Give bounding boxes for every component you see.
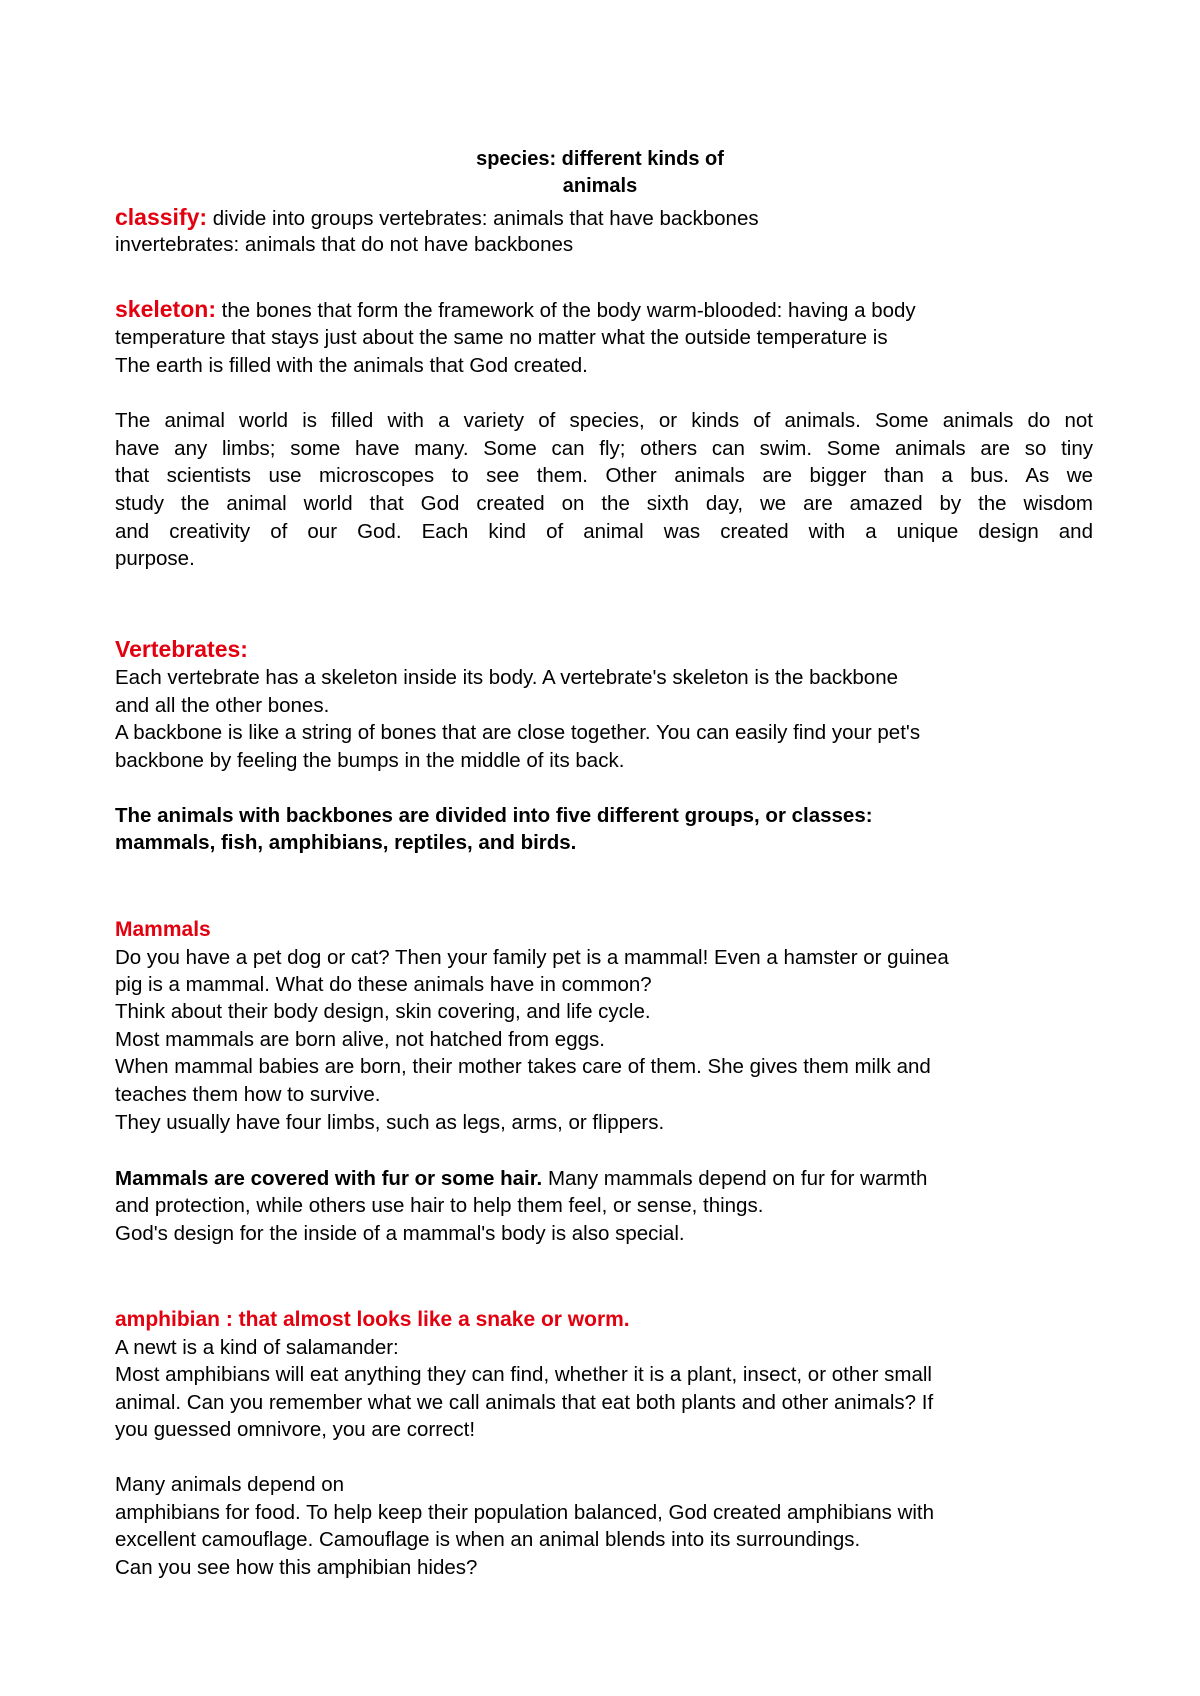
mammals-line: Most mammals are born alive, not hatched from eggs.	[115, 1028, 605, 1051]
mammals-fur-line: and protection, while others use hair to help them feel, or sense, things.	[115, 1194, 764, 1217]
vertebrates-line: A backbone is like a string of bones that are close together. You can easily find your pet's	[115, 721, 921, 744]
amphibian-line: animal. Can you remember what we call animals that eat both plants and other animals? If	[115, 1391, 934, 1414]
skeleton-text: the bones that form the framework of the body warm-blooded: having a body	[215, 299, 916, 322]
mammals-line: pig is a mammal. What do these animals have in common?	[115, 973, 652, 996]
amphibian-camouflage-line: Can you see how this amphibian hides?	[115, 1556, 478, 1579]
mammals-fur-bold: Mammals are covered with fur or some hair.	[115, 1167, 543, 1190]
mammals-line: Think about their body design, skin covering, and life cycle.	[115, 1000, 651, 1023]
intro-line: and creativity of our God. Each kind of animal was created with a unique design and	[115, 520, 1093, 543]
skeleton-line-2: temperature that stays just about the same no matter what the outside temperature is	[115, 326, 888, 349]
mammals-line: They usually have four limbs, such as legs, arms, or flippers.	[115, 1111, 665, 1134]
mammals-line: teaches them how to survive.	[115, 1083, 381, 1106]
vertebrate-classes-line: mammals, fish, amphibians, reptiles, and birds.	[115, 831, 577, 854]
amphibian-camouflage-line: amphibians for food. To help keep their population balanced, God created amphibians with	[115, 1501, 935, 1524]
skeleton-line-3: The earth is filled with the animals that God created.	[115, 354, 588, 377]
classify-text: divide into groups vertebrates: animals that have backbones	[207, 207, 759, 230]
intro-line: study the animal world that God created on the sixth day, we are amazed by the wisdom	[115, 492, 1093, 515]
amphibian-line: you guessed omnivore, you are correct!	[115, 1418, 476, 1441]
mammals-fur-line: God's design for the inside of a mammal's body is also special.	[115, 1222, 685, 1245]
document-title-line-2: animals	[562, 175, 638, 197]
skeleton-term: skeleton:	[115, 296, 216, 322]
amphibian-line: Most amphibians will eat anything they can find, whether it is a plant, insect, or other small	[115, 1363, 932, 1386]
invertebrates-definition: invertebrates: animals that do not have backbones	[115, 233, 574, 256]
vertebrates-line: Each vertebrate has a skeleton inside its body. A vertebrate's skeleton is the backbone	[115, 666, 899, 689]
amphibian-camouflage-line: Many animals depend on	[115, 1473, 345, 1496]
mammals-line: Do you have a pet dog or cat? Then your family pet is a mammal! Even a hamster or guinea	[115, 946, 949, 969]
mammals-heading: Mammals	[115, 918, 211, 941]
vertebrate-classes-line: The animals with backbones are divided into five different groups, or classes:	[115, 804, 873, 827]
amphibian-line: A newt is a kind of salamander:	[115, 1336, 399, 1359]
vertebrates-line: and all the other bones.	[115, 694, 330, 717]
intro-line: The animal world is filled with a variety of species, or kinds of animals. Some animals do not	[115, 409, 1093, 432]
classify-term: classify:	[115, 204, 208, 230]
intro-line: purpose.	[115, 547, 195, 570]
vertebrates-heading: Vertebrates:	[115, 636, 248, 662]
amphibian-heading: amphibian : that almost looks like a snake or worm.	[115, 1308, 630, 1331]
vertebrates-line: backbone by feeling the bumps in the middle of its back.	[115, 749, 625, 772]
skeleton-definition	[115, 296, 916, 325]
classify-definition	[115, 204, 759, 233]
mammals-line: When mammal babies are born, their mother takes care of them. She gives them milk and	[115, 1055, 931, 1078]
amphibian-camouflage-line: excellent camouflage. Camouflage is when an animal blends into its surroundings.	[115, 1528, 861, 1551]
mammals-fur-text: Many mammals depend on fur for warmth	[542, 1167, 928, 1190]
document-title-line-1: species: different kinds of	[476, 148, 724, 170]
intro-line: that scientists use microscopes to see them. Other animals are bigger than a bus. As we	[115, 464, 1093, 487]
intro-line: have any limbs; some have many. Some can fly; others can swim. Some animals are so tiny	[115, 437, 1093, 460]
mammals-fur-line	[115, 1166, 927, 1193]
